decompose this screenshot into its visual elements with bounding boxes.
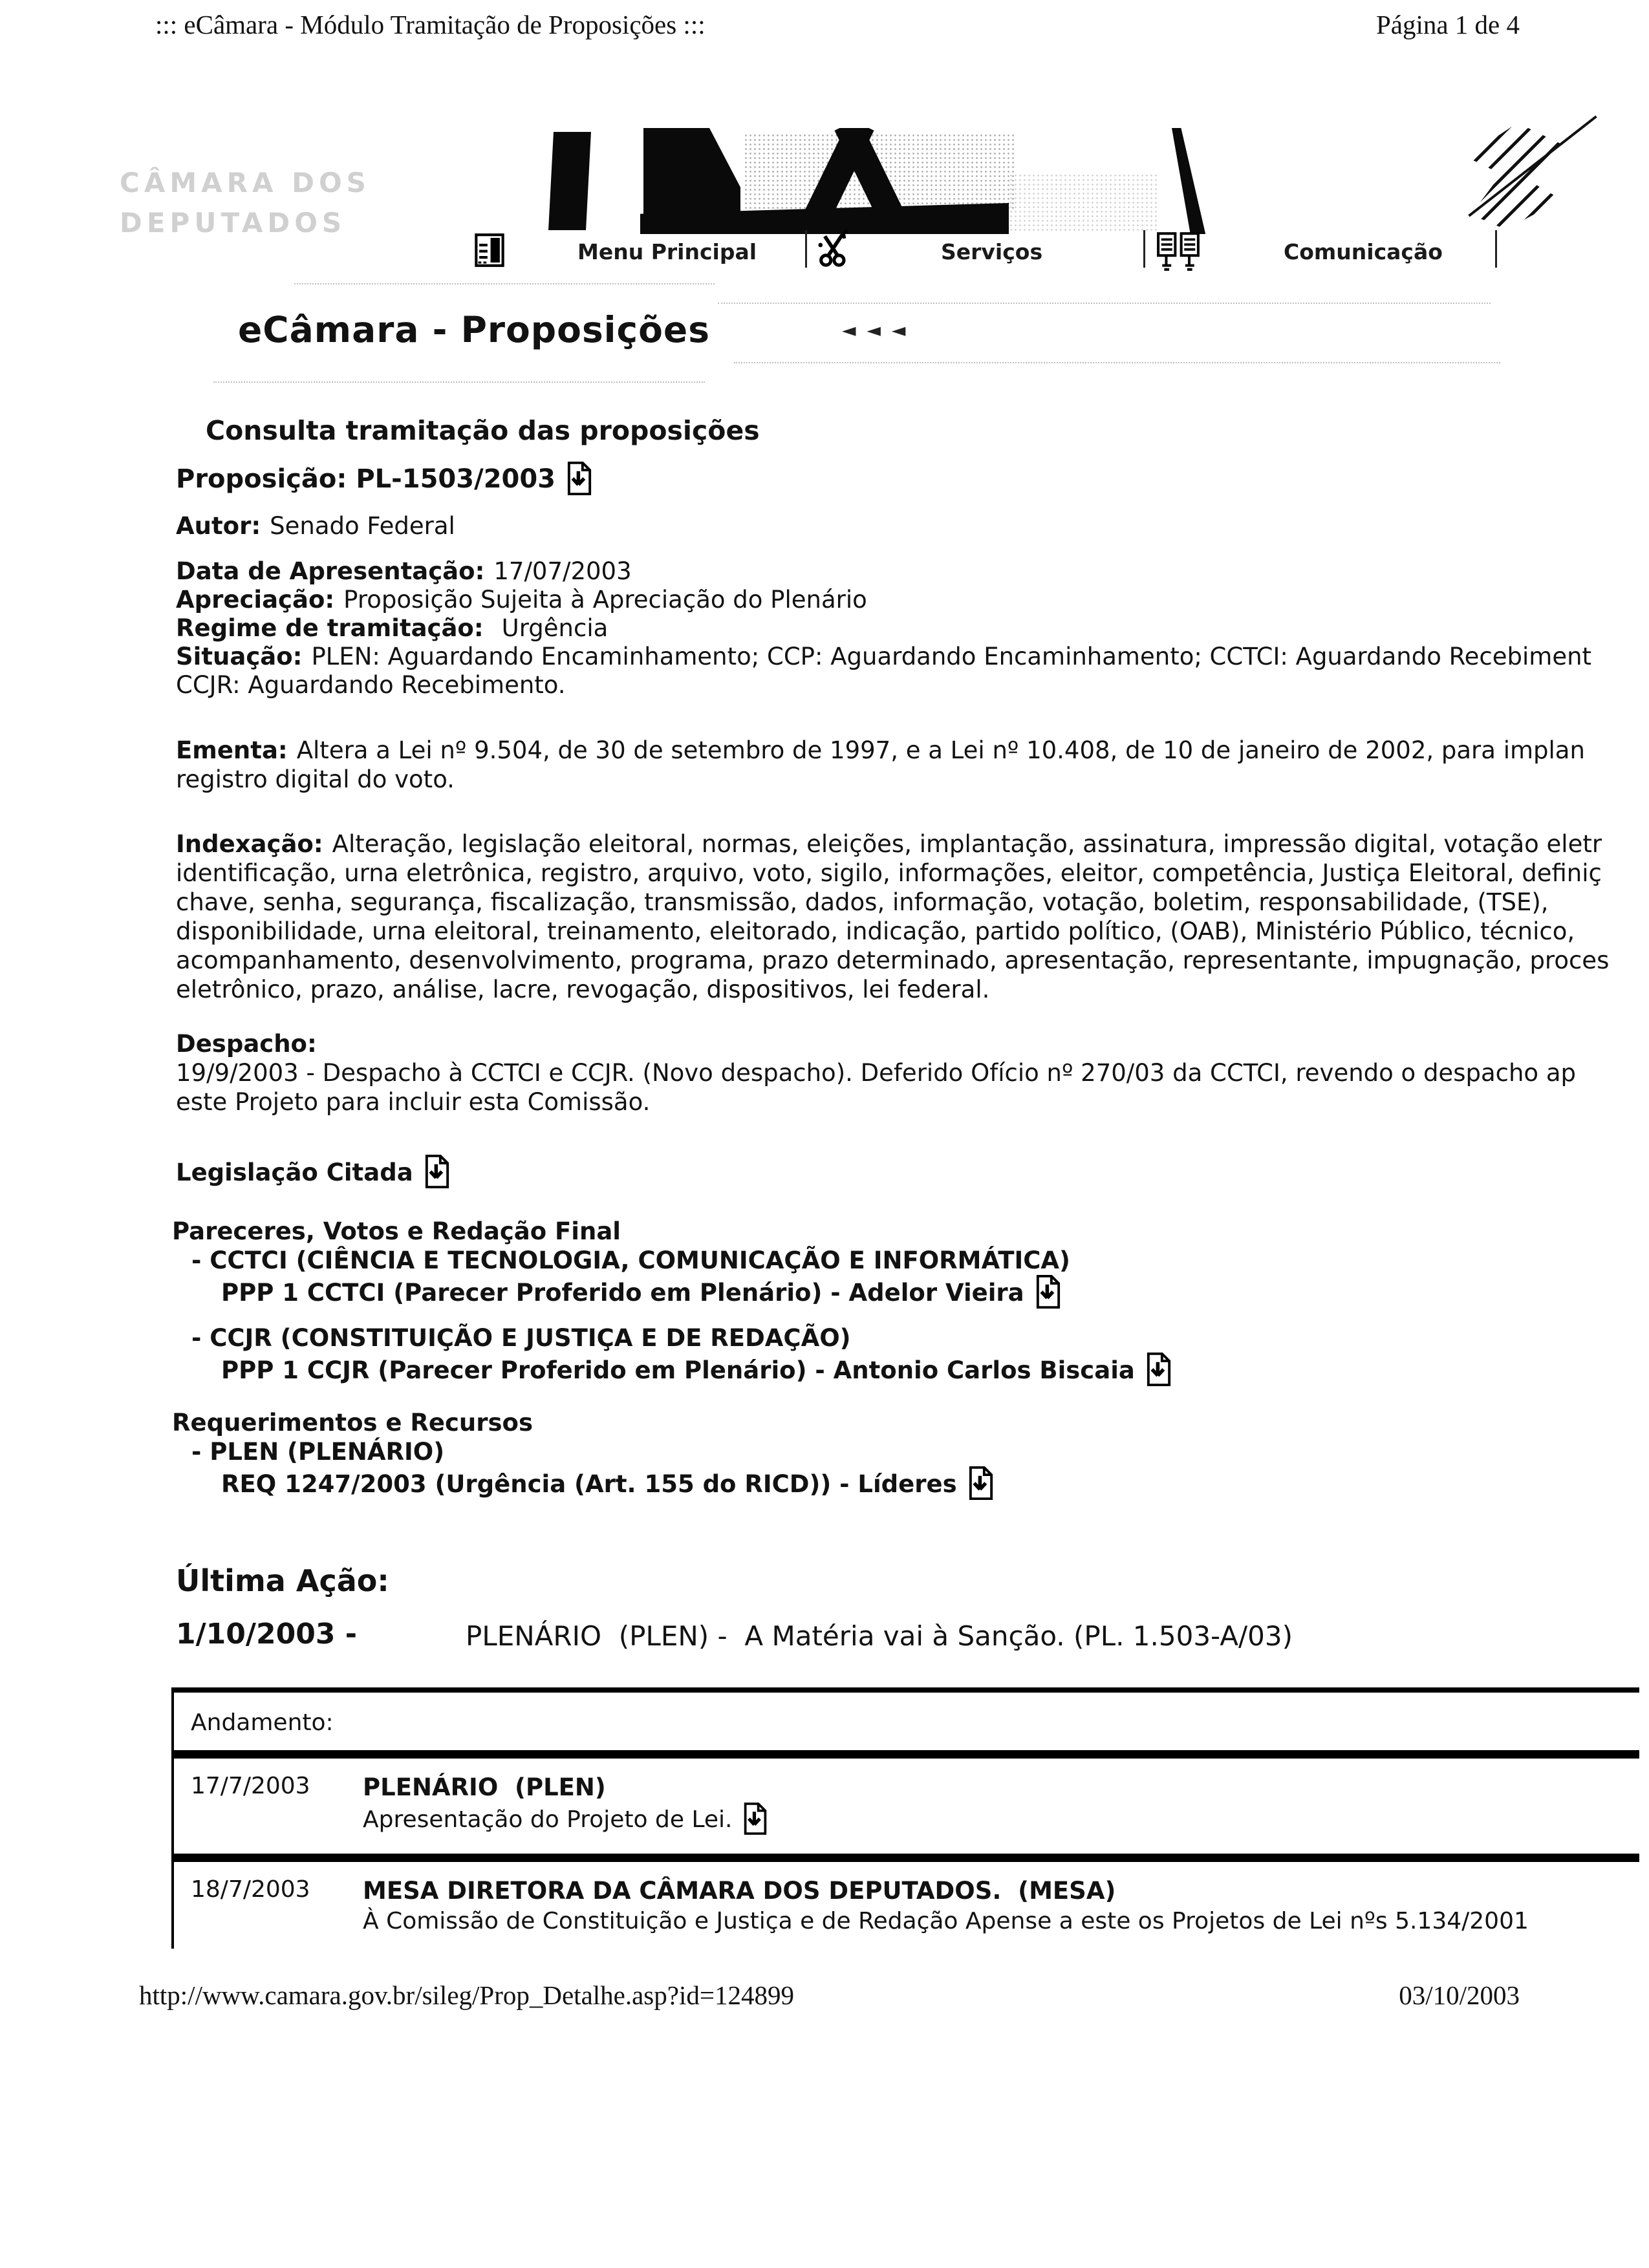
autor-value: Senado Federal [270,512,455,540]
ultima-acao-title: Última Ação: [176,1563,389,1598]
table-divider [174,1854,1639,1862]
legislacao-citada: Legislação Citada [176,1155,451,1194]
pareceres-title: Pareceres, Votos e Redação Final [172,1217,621,1245]
pareceres-committee: - CCTCI (CIÊNCIA E TECNOLOGIA, COMUNICAÇÃO E INFORMÁTICA) [191,1246,1070,1274]
table-divider [174,1750,1639,1759]
nav-item-menu-principal[interactable]: Menu Principal [577,239,757,264]
autor-label: Autor: [176,512,261,540]
row-description: À Comissão de Constituição e Justiça e de Redação Apense a este os Projetos de Lei nºs 5.134/2001 [363,1908,1529,1934]
document-link-icon[interactable] [424,1155,451,1194]
document-link-icon[interactable] [967,1466,995,1506]
scan-artifact-line [734,362,1500,363]
ultima-acao-date: 1/10/2003 - [176,1618,358,1651]
row-organ: PLENÁRIO (PLEN) [363,1773,606,1801]
scan-artifact-line [718,303,1491,304]
ementa-label: Ementa: [176,736,288,764]
ementa-block: Ementa: Altera a Lei nº 9.504, de 30 de setembro de 1997, e a Lei nº 10.408, de 10 de janeiro de 2002, para implan registro digital do voto. [176,736,1585,793]
table-row [174,1862,1639,1947]
nav-separator [805,230,807,268]
document-link-icon[interactable] [1145,1353,1172,1393]
indexacao-block: Indexação: Alteração, legislação eleitoral, normas, eleições, implantação, assinatura, impressão digital, votação eletr identificação, urna eletrônica, registro, arquivo, voto, sigilo, informações, eleitor, competência, Justiça Eleitoral, definiç chave, senha, segurança, fiscalização, transmissão, dados, informação, votação, boletim, responsabilidade, (TSE), disponibilidade, urna eleitoral, treinamento, eleitorado, indicação, partido político, (OAB), Ministério Público, técnico, acompanhamento, desenvolvimento, programa, prazo determinado, apresentação, representante, impugnação, proces eletrônico, prazo, análise, lacre, revogação, dispositivos, lei federal. [176,830,1610,1003]
requerimentos-title: Requerimentos e Recursos [172,1409,533,1437]
back-arrows-icon[interactable]: ◄ ◄ ◄ [842,319,909,341]
menu-icon[interactable] [474,233,505,270]
requerimentos-item: REQ 1247/2003 (Urgência (Art. 155 do RICD)) - Líderes [172,1466,1646,1506]
ultima-acao-text: PLENÁRIO (PLEN) - A Matéria vai à Sanção. (PL. 1.503-A/03) [466,1620,1293,1652]
services-icon[interactable] [816,228,851,272]
banner-photo [498,128,1235,234]
proposicao-value: PL-1503/2003 [356,464,556,494]
field-situacao: Situação: PLEN: Aguardando Encaminhamento; CCP: Aguardando Encaminhamento; CCTCI: Aguardando Recebiment [176,643,1592,670]
print-footer-url: http://www.camara.gov.br/sileg/Prop_Detalhe.asp?id=124899 [139,1980,794,2010]
row-date: 18/7/2003 [191,1876,310,1903]
proposicao-label: Proposição: [176,464,347,494]
communication-icon[interactable] [1156,231,1200,274]
pareceres-block [172,1217,1646,1393]
row-organ: MESA DIRETORA DA CÂMARA DOS DEPUTADOS. (MESA) [363,1877,1116,1905]
indexacao-label: Indexação: [176,830,323,858]
field-data-apresentacao: Data de Apresentação: 17/07/2003 [176,557,632,585]
banner-sketch-decoration [1445,123,1562,230]
print-footer-date: 03/10/2003 [1399,1980,1520,2010]
autor-line [176,512,455,540]
proposicao-line [176,462,593,502]
nav-item-comunicacao[interactable]: Comunicação [1284,239,1443,264]
andamento-table [171,1687,1639,1949]
meta-fields [176,557,1649,700]
document-link-icon[interactable] [566,462,593,502]
print-header [155,9,1520,40]
scan-artifact-line [294,283,715,284]
requerimentos-group: - PLEN (PLENÁRIO) [191,1438,445,1466]
table-row [174,1759,1639,1854]
nav-separator [1495,230,1497,268]
print-header-page-number: Página 1 de 4 [1375,10,1520,39]
despacho-label: Despacho: [176,1030,317,1058]
pareceres-item: PPP 1 CCJR (Parecer Proferido em Plenário) - Antonio Carlos Biscaia [172,1353,1646,1393]
row-description: Apresentação do Projeto de Lei. [363,1803,768,1854]
nav-item-servicos[interactable]: Serviços [941,239,1043,264]
page-title: eCâmara - Proposições [238,309,710,350]
pareceres-committee: - CCJR (CONSTITUIÇÃO E JUSTIÇA E DE REDAÇÃO) [191,1324,851,1352]
scan-artifact-line [213,381,705,383]
despacho-block: Despacho: 19/9/2003 - Despacho à CCTCI e CCJR. (Novo despacho). Deferido Ofício nº 270/03 da CCTCI, revendo o despacho ap este Projeto para incluir esta Comissão. [176,1029,1649,1117]
document-link-icon[interactable] [742,1803,768,1843]
row-date: 17/7/2003 [191,1773,310,1799]
camara-watermark-logo: CÂMARA DOS DEPUTADOS [120,167,371,239]
requerimentos-block [172,1408,1646,1506]
field-apreciacao: Apreciação: Proposição Sujeita à Apreciação do Plenário [176,586,867,614]
section-heading: Consulta tramitação das proposições [206,415,760,446]
print-header-title: ::: eCâmara - Módulo Tramitação de Proposições ::: [155,10,706,39]
nav-separator [1143,230,1145,268]
andamento-header: Andamento: [191,1709,334,1736]
field-situacao-cont: CCJR: Aguardando Recebimento. [176,671,566,699]
document-link-icon[interactable] [1035,1275,1062,1315]
print-footer [139,1980,1520,2011]
pareceres-item: PPP 1 CCTCI (Parecer Proferido em Plenário) - Adelor Vieira [172,1275,1646,1315]
field-regime: Regime de tramitação: Urgência [176,614,609,642]
